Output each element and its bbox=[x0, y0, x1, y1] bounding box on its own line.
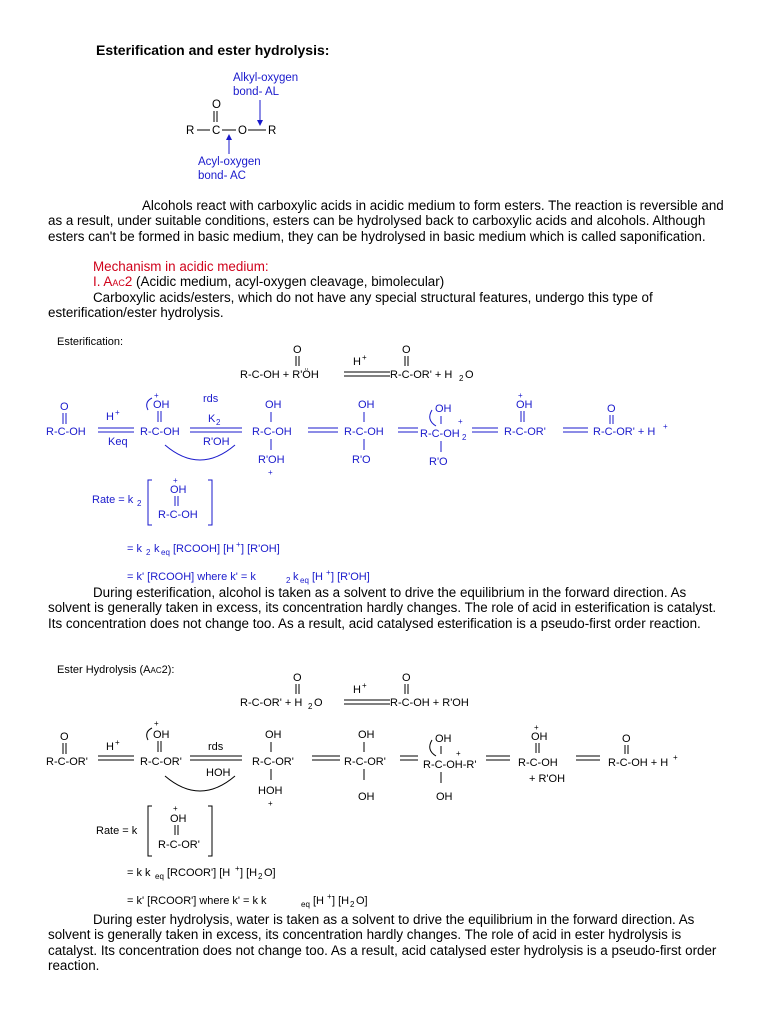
svg-text:+: + bbox=[268, 799, 273, 808]
svg-text:OH: OH bbox=[435, 733, 452, 745]
esterification-mechanism-diagram bbox=[40, 340, 740, 590]
svg-text:+: + bbox=[236, 540, 241, 549]
svg-text:2: 2 bbox=[258, 872, 263, 881]
svg-text:R-C-OH + H: R-C-OH + H bbox=[608, 757, 669, 769]
r-left: R bbox=[186, 125, 195, 137]
svg-text:R'O: R'O bbox=[352, 454, 371, 466]
esterification-label: Esterification: bbox=[57, 336, 124, 348]
svg-text:R-C-OH: R-C-OH bbox=[140, 426, 180, 438]
svg-text:O: O bbox=[60, 731, 69, 743]
svg-text:OH: OH bbox=[265, 399, 282, 411]
svg-text:eq: eq bbox=[161, 548, 170, 557]
alkyl-label-1: Alkyl-oxygen bbox=[233, 72, 299, 84]
svg-text:+: + bbox=[235, 864, 240, 873]
svg-text:R-C-OR' + H: R-C-OR' + H bbox=[593, 426, 656, 438]
svg-text:R-C-OR' + H: R-C-OR' + H bbox=[390, 369, 453, 381]
svg-text:R-C-OH: R-C-OH bbox=[158, 509, 198, 521]
svg-text:+: + bbox=[173, 804, 178, 813]
svg-text:K: K bbox=[208, 413, 216, 425]
ester-oxygen: O bbox=[238, 125, 247, 137]
acyl-label-1: Acyl-oxygen bbox=[198, 156, 261, 168]
aac2-line bbox=[93, 274, 733, 291]
ester-hydrolysis-label-prefix: Ester Hydrolysis (A bbox=[57, 664, 151, 676]
svg-text:k: k bbox=[154, 543, 160, 555]
svg-text:+: + bbox=[327, 892, 332, 901]
hydrolysis-paragraph: During ester hydrolysis, water is taken as a solvent to drive the equilibrium in the forward direction. As solvent is generally taken in excess, its concentration hardly changes. The role of acid in ester hydrolysis is catalyst. Its concentration does not change too. As a result, acid catalysed ester hydrolysis is a pseudo-first order reaction. bbox=[48, 912, 717, 974]
svg-text:+: + bbox=[456, 749, 461, 758]
carbon: C bbox=[212, 125, 221, 137]
svg-text:+: + bbox=[534, 723, 539, 732]
aac2-suffix: 2 bbox=[124, 274, 133, 289]
esterification-paragraph: During esterification, alcohol is taken as a solvent to drive the equilibrium in the forward direction. As solvent is generally taken in excess, its concentration hardly changes. The role of acid in esterification is catalyst. Its concentration does not change too. As a result, acid catalysed esterification is a pseudo-first order reaction. bbox=[48, 585, 717, 631]
svg-text:[RCOOR'] [H: [RCOOR'] [H bbox=[167, 867, 231, 879]
svg-text:O: O bbox=[293, 672, 302, 684]
svg-text:+ R'OH: + R'OH bbox=[529, 773, 566, 785]
svg-text:+: + bbox=[173, 476, 178, 485]
svg-text:R-C-OR': R-C-OR' bbox=[252, 756, 294, 768]
page-title: Esterification and ester hydrolysis: bbox=[96, 42, 330, 58]
svg-text:OH: OH bbox=[153, 729, 170, 741]
svg-text:rds: rds bbox=[208, 741, 224, 753]
svg-text:R'O: R'O bbox=[429, 456, 448, 468]
carbonyl-oxygen: O bbox=[212, 99, 221, 111]
svg-text:2: 2 bbox=[137, 499, 142, 508]
svg-text:O]: O] bbox=[264, 867, 276, 879]
svg-text:+: + bbox=[663, 422, 668, 431]
svg-text:OH: OH bbox=[170, 484, 187, 496]
svg-text:R-C-OH: R-C-OH bbox=[46, 426, 86, 438]
svg-text:OH: OH bbox=[358, 791, 375, 803]
svg-text:+: + bbox=[326, 568, 331, 577]
svg-text:R'OH: R'OH bbox=[258, 454, 285, 466]
svg-text:2: 2 bbox=[308, 702, 313, 711]
svg-text:H: H bbox=[353, 684, 361, 696]
svg-text:+: + bbox=[154, 719, 159, 728]
svg-text:O: O bbox=[622, 733, 631, 745]
svg-text:R-C-OR': R-C-OR' bbox=[158, 839, 200, 851]
alkyl-label-2: bond- AL bbox=[233, 86, 280, 98]
svg-text:+: + bbox=[115, 738, 120, 747]
svg-text:OH: OH bbox=[170, 813, 187, 825]
intro-paragraph: Alcohols react with carboxylic acids in acidic medium to form esters. The reaction is reversible and as a result, under suitable conditions, esters can be hydrolysed back to carboxylic acids and alcohols. Although esters can't be formed in basic medium, they can be hydrolysed in basic medium which is called saponification. bbox=[48, 198, 724, 244]
mechanism-heading: Mechanism in acidic medium: bbox=[93, 259, 269, 274]
svg-text:OH: OH bbox=[516, 399, 533, 411]
svg-text:R'OH: R'OH bbox=[203, 436, 230, 448]
svg-text:+: + bbox=[673, 753, 678, 762]
svg-text:OH: OH bbox=[358, 729, 375, 741]
svg-text:+: + bbox=[458, 417, 463, 426]
svg-text:2: 2 bbox=[216, 418, 221, 427]
svg-text:+: + bbox=[362, 353, 367, 362]
svg-text:R-C-OH: R-C-OH bbox=[518, 757, 558, 769]
ester-bond-diagram bbox=[170, 64, 330, 194]
svg-text:[RCOOH] [H: [RCOOH] [H bbox=[173, 543, 235, 555]
svg-text:= k' [RCOOR'] where k' = k: = k' [RCOOR'] where k' = k k bbox=[127, 895, 267, 907]
svg-text:= k k: = k k bbox=[127, 867, 151, 879]
svg-text:OH: OH bbox=[435, 403, 452, 415]
aac2-sub: AC bbox=[112, 278, 125, 288]
svg-text:OH: OH bbox=[436, 791, 453, 803]
svg-text:2: 2 bbox=[286, 576, 291, 585]
svg-text:[H: [H bbox=[312, 571, 323, 583]
svg-text:+: + bbox=[362, 681, 367, 690]
svg-text:Rate = k: Rate = k bbox=[96, 825, 138, 837]
svg-text:Rate = k: Rate = k bbox=[92, 494, 134, 506]
svg-text:eq: eq bbox=[301, 900, 310, 909]
svg-text:+: + bbox=[268, 468, 273, 477]
svg-text:+: + bbox=[115, 408, 120, 417]
svg-text:2: 2 bbox=[462, 433, 467, 442]
svg-text:R-C-OH + R'OH: R-C-OH + R'OH bbox=[390, 697, 469, 709]
svg-text:= k: = k bbox=[127, 543, 142, 555]
svg-text:O: O bbox=[293, 344, 302, 356]
svg-text:R-C-OR': R-C-OR' bbox=[140, 756, 182, 768]
svg-text:R-C-OR': R-C-OR' bbox=[504, 426, 546, 438]
svg-text:k: k bbox=[293, 571, 299, 583]
svg-text:OH: OH bbox=[531, 731, 548, 743]
svg-text:R-C-OH: R-C-OH bbox=[420, 428, 460, 440]
svg-text:OH: OH bbox=[265, 729, 282, 741]
svg-text:H: H bbox=[106, 741, 114, 753]
svg-text:+: + bbox=[154, 391, 159, 400]
svg-text:= k' [RCOOH] where k' = k: = k' [RCOOH] where k' = k bbox=[127, 571, 256, 583]
svg-text:O: O bbox=[465, 369, 474, 381]
svg-text:H: H bbox=[353, 356, 361, 368]
svg-text:R-C-OH-R': R-C-OH-R' bbox=[423, 759, 477, 771]
svg-text:R-C-OR': R-C-OR' bbox=[344, 756, 386, 768]
svg-text:eq: eq bbox=[155, 872, 164, 881]
svg-text:O: O bbox=[60, 401, 69, 413]
svg-text:OH: OH bbox=[153, 399, 170, 411]
svg-text:2: 2 bbox=[146, 548, 151, 557]
svg-text:R-C-OH: R-C-OH bbox=[344, 426, 384, 438]
svg-text:Keq: Keq bbox=[108, 436, 128, 448]
svg-text:H: H bbox=[106, 411, 114, 423]
svg-text:HOH: HOH bbox=[206, 767, 231, 779]
aac2-desc: (Acidic medium, acyl-oxygen cleavage, bimolecular) bbox=[132, 274, 445, 289]
r-right: R bbox=[268, 125, 277, 137]
svg-text:[H: [H bbox=[313, 895, 324, 907]
svg-text:rds: rds bbox=[203, 393, 219, 405]
ester-hydrolysis-label-suffix: 2): bbox=[161, 664, 175, 676]
aac2-prefix: I. A bbox=[93, 274, 113, 289]
ester-hydrolysis-mechanism-diagram bbox=[40, 668, 740, 913]
svg-text:] [R'OH]: ] [R'OH] bbox=[241, 543, 280, 555]
acyl-label-2: bond- AC bbox=[198, 170, 246, 182]
svg-text:] [H: ] [H bbox=[332, 895, 350, 907]
svg-text:O: O bbox=[607, 403, 616, 415]
svg-text:eq: eq bbox=[300, 576, 309, 585]
ester-hydrolysis-label-sub: AC bbox=[150, 666, 162, 675]
svg-text:O]: O] bbox=[356, 895, 368, 907]
svg-text:R-C-OR' + H: R-C-OR' + H bbox=[240, 697, 303, 709]
svg-text:2: 2 bbox=[350, 900, 355, 909]
svg-text:R-C-OR': R-C-OR' bbox=[46, 756, 88, 768]
svg-text:OH: OH bbox=[358, 399, 375, 411]
svg-text:O: O bbox=[314, 697, 323, 709]
svg-text:2: 2 bbox=[459, 374, 464, 383]
svg-text:] [R'OH]: ] [R'OH] bbox=[331, 571, 370, 583]
aac2-paragraph: Carboxylic acids/esters, which do not have any special structural features, undergo this type of esterification/ester hydrolysis. bbox=[48, 290, 653, 321]
svg-text:O: O bbox=[402, 344, 411, 356]
svg-text:O: O bbox=[402, 672, 411, 684]
svg-text:HOH: HOH bbox=[258, 785, 283, 797]
svg-text:] [H: ] [H bbox=[240, 867, 258, 879]
svg-text:R-C-OH: R-C-OH bbox=[252, 426, 292, 438]
svg-text:+: + bbox=[518, 391, 523, 400]
svg-text:R-C-OH + R'ÖH: R-C-OH + R'ÖH bbox=[240, 369, 319, 381]
